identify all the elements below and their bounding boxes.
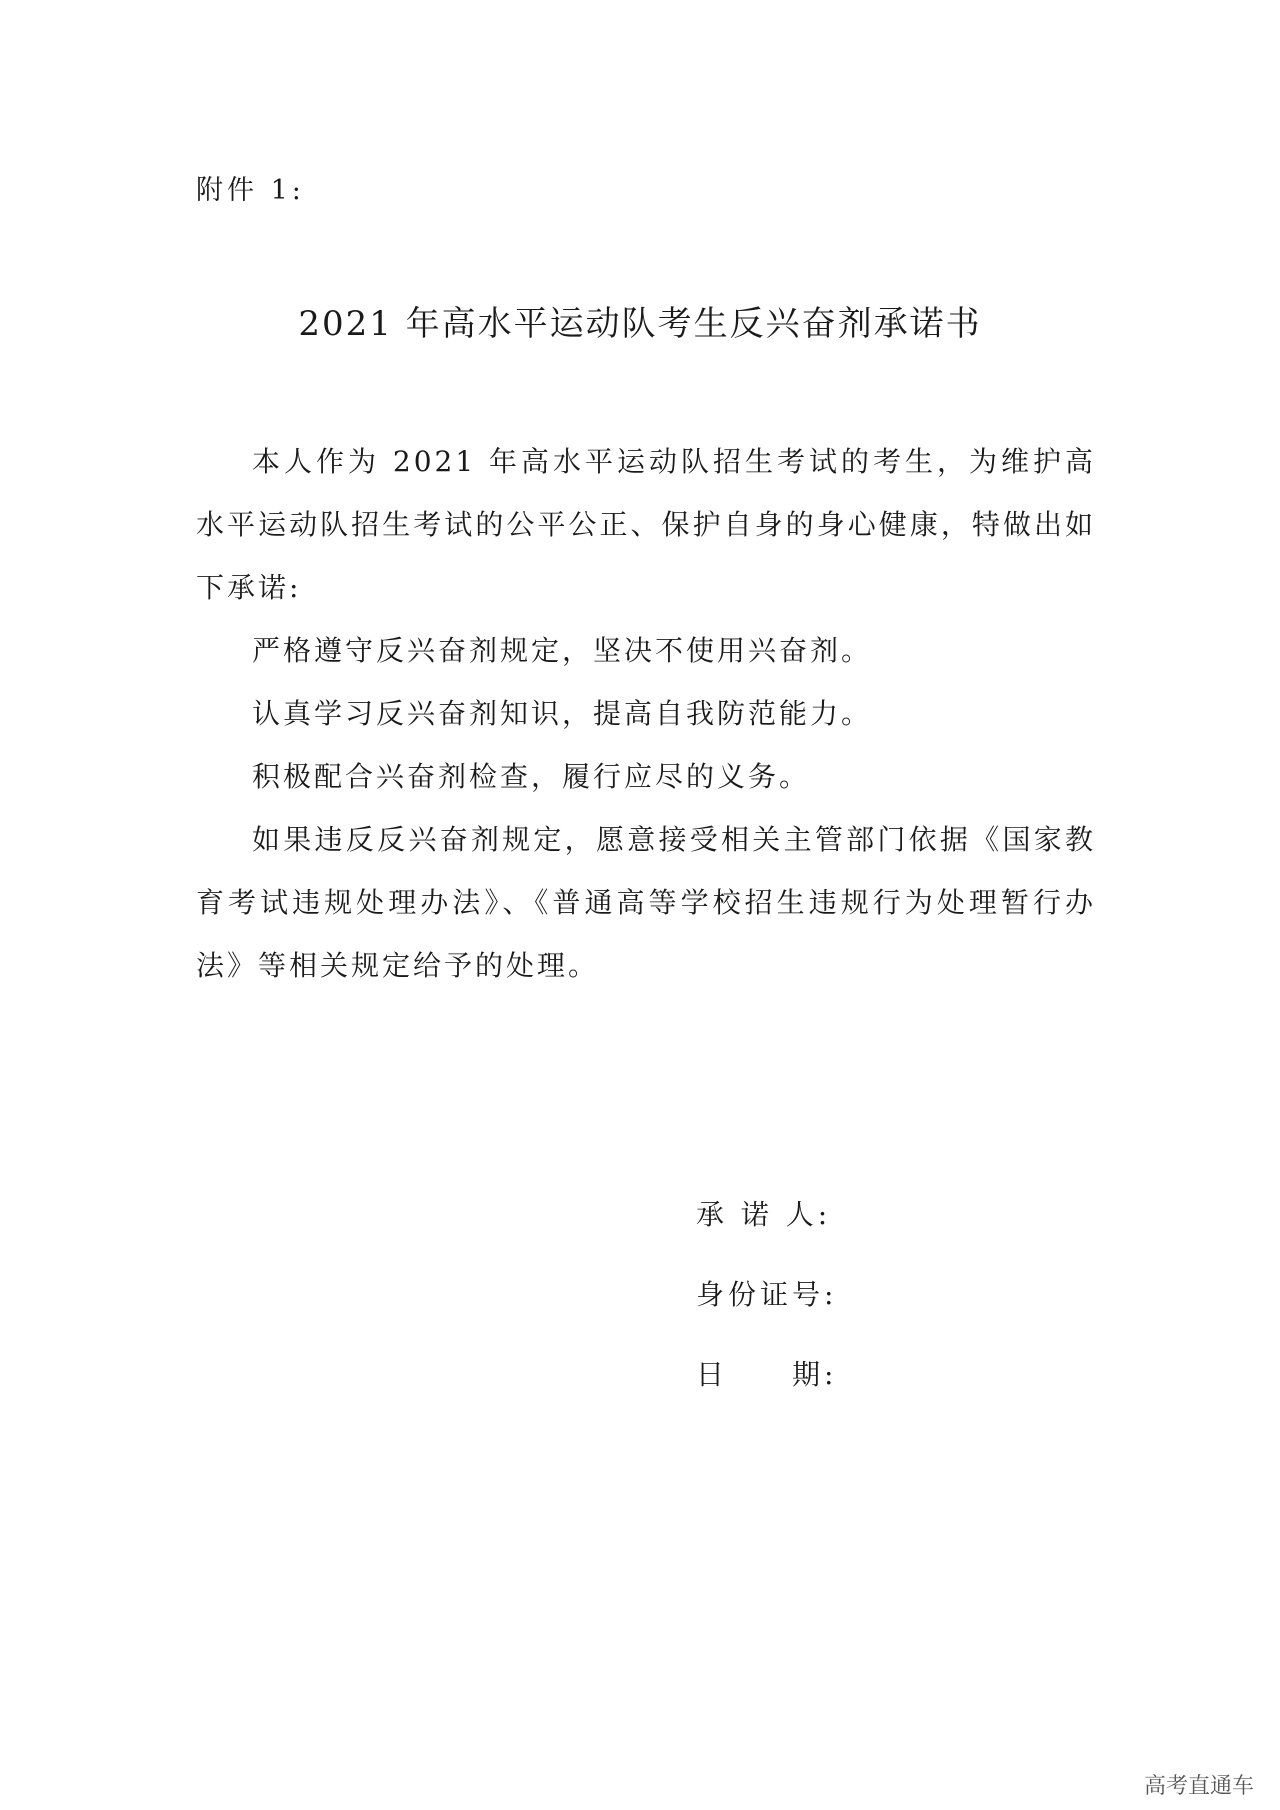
watermark: 高考直通车 [1140,1767,1258,1802]
promisor-label: 承 诺 人: [696,1198,832,1231]
date-label: 日 期: [696,1358,838,1391]
consequence-paragraph: 如果违反反兴奋剂规定，愿意接受相关主管部门依据《国家教育考试违规处理办法》、《普通高等学校招生违规行为处理暂行办法》等相关规定给予的处理。 [196,823,1096,982]
intro-paragraph: 本人作为 2021 年高水平运动队招生考试的考生，为维护高水平运动队招生考试的公平公正、保护自身的身心健康，特做出如下承诺: [196,445,1096,604]
attachment-label: 附件 1: [196,175,305,206]
document-body [196,430,1096,997]
id-number-label: 身份证号: [696,1278,838,1311]
commitment-paragraph: 严格遵守反兴奋剂规定，坚决不使用兴奋剂。 [252,634,873,667]
commitment-paragraph: 积极配合兴奋剂检查，履行应尽的义务。 [252,760,811,793]
commitment-paragraph: 认真学习反兴奋剂知识，提高自我防范能力。 [252,697,873,730]
signature-block [696,1175,837,1415]
document-title: 2021 年高水平运动队考生反兴奋剂承诺书 [298,304,982,344]
